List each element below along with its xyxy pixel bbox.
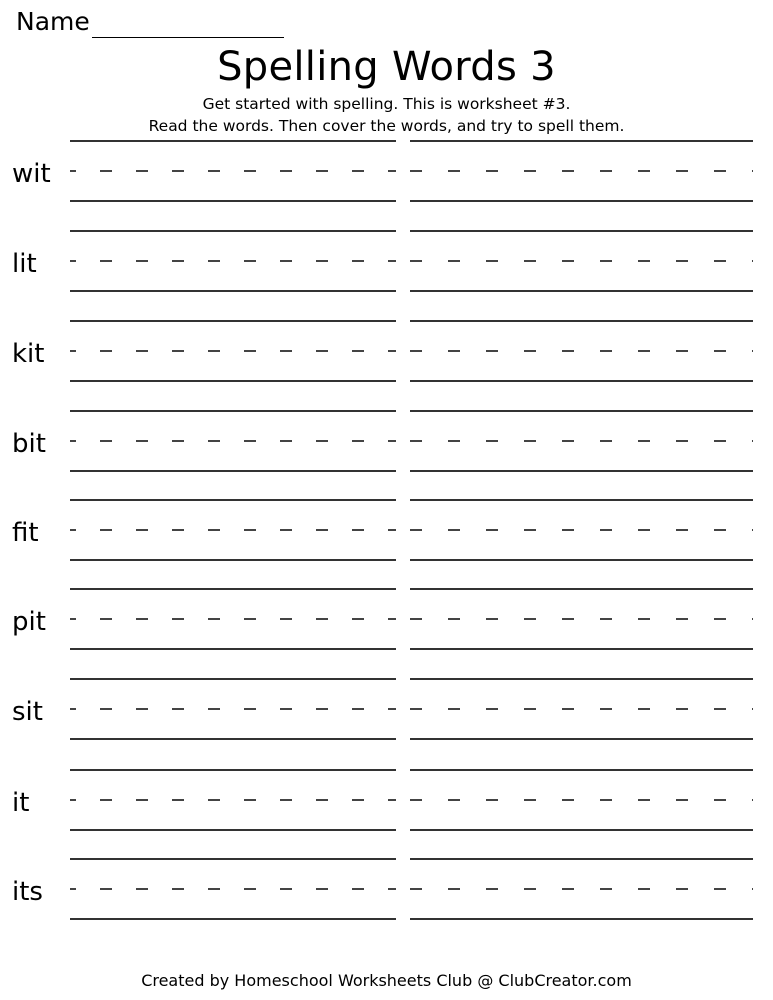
writing-line-mid-right[interactable] <box>410 440 753 442</box>
writing-line-top-right[interactable] <box>410 588 753 590</box>
writing-line-bottom-right[interactable] <box>410 918 753 920</box>
word-row <box>0 320 773 410</box>
writing-line-bottom-left[interactable] <box>70 648 396 650</box>
spelling-word: bit <box>12 429 46 459</box>
writing-line-bottom-right[interactable] <box>410 829 753 831</box>
writing-line-top-right[interactable] <box>410 769 753 771</box>
word-row <box>0 410 773 500</box>
spelling-word: its <box>12 877 43 907</box>
word-row <box>0 858 773 948</box>
word-row <box>0 678 773 768</box>
writing-line-top-right[interactable] <box>410 140 753 142</box>
writing-line-bottom-right[interactable] <box>410 380 753 382</box>
writing-line-bottom-left[interactable] <box>70 918 396 920</box>
word-row <box>0 588 773 678</box>
writing-line-top-left[interactable] <box>70 410 396 412</box>
spelling-word: sit <box>12 697 43 727</box>
writing-line-mid-left[interactable] <box>70 888 396 890</box>
writing-line-top-left[interactable] <box>70 678 396 680</box>
subtitle-line-1: Get started with spelling. This is worksheet #3. <box>202 95 571 113</box>
writing-line-bottom-right[interactable] <box>410 559 753 561</box>
footer-credit: Created by Homeschool Worksheets Club @ ClubCreator.com <box>141 971 632 990</box>
writing-line-bottom-left[interactable] <box>70 380 396 382</box>
writing-line-top-left[interactable] <box>70 499 396 501</box>
writing-line-mid-left[interactable] <box>70 350 396 352</box>
writing-line-mid-right[interactable] <box>410 618 753 620</box>
writing-line-mid-left[interactable] <box>70 440 396 442</box>
writing-line-mid-right[interactable] <box>410 888 753 890</box>
writing-line-bottom-left[interactable] <box>70 470 396 472</box>
writing-line-top-left[interactable] <box>70 858 396 860</box>
writing-line-bottom-left[interactable] <box>70 200 396 202</box>
spelling-word: lit <box>12 249 37 279</box>
writing-line-bottom-right[interactable] <box>410 290 753 292</box>
writing-line-mid-left[interactable] <box>70 170 396 172</box>
writing-line-mid-right[interactable] <box>410 170 753 172</box>
subtitle-line-2: Read the words. Then cover the words, and try to spell them. <box>148 117 625 135</box>
writing-line-bottom-left[interactable] <box>70 290 396 292</box>
word-row <box>0 230 773 320</box>
writing-line-bottom-left[interactable] <box>70 829 396 831</box>
writing-line-mid-right[interactable] <box>410 799 753 801</box>
word-row <box>0 769 773 859</box>
worksheet-title: Spelling Words 3 <box>217 44 556 90</box>
word-row <box>0 140 773 230</box>
writing-line-bottom-right[interactable] <box>410 648 753 650</box>
writing-line-top-right[interactable] <box>410 678 753 680</box>
writing-line-mid-left[interactable] <box>70 260 396 262</box>
writing-line-bottom-right[interactable] <box>410 470 753 472</box>
writing-line-top-right[interactable] <box>410 320 753 322</box>
name-blank-line[interactable] <box>92 13 284 38</box>
writing-line-mid-right[interactable] <box>410 529 753 531</box>
spelling-word: wit <box>12 159 51 189</box>
writing-line-bottom-right[interactable] <box>410 738 753 740</box>
spelling-word: fit <box>12 518 39 548</box>
writing-line-bottom-left[interactable] <box>70 559 396 561</box>
writing-line-top-left[interactable] <box>70 230 396 232</box>
word-row <box>0 499 773 589</box>
writing-line-mid-left[interactable] <box>70 799 396 801</box>
name-label: Name <box>16 7 90 36</box>
name-field[interactable] <box>16 6 284 38</box>
writing-line-top-left[interactable] <box>70 588 396 590</box>
writing-line-mid-left[interactable] <box>70 529 396 531</box>
spelling-word: pit <box>12 607 46 637</box>
writing-line-mid-right[interactable] <box>410 260 753 262</box>
writing-line-bottom-right[interactable] <box>410 200 753 202</box>
writing-line-top-right[interactable] <box>410 230 753 232</box>
writing-line-mid-left[interactable] <box>70 708 396 710</box>
writing-line-top-right[interactable] <box>410 410 753 412</box>
writing-line-bottom-left[interactable] <box>70 738 396 740</box>
spelling-word: kit <box>12 339 45 369</box>
writing-line-mid-right[interactable] <box>410 708 753 710</box>
spelling-word: it <box>12 788 30 818</box>
writing-line-top-left[interactable] <box>70 769 396 771</box>
writing-line-top-right[interactable] <box>410 858 753 860</box>
writing-line-top-left[interactable] <box>70 320 396 322</box>
writing-line-mid-left[interactable] <box>70 618 396 620</box>
writing-line-top-left[interactable] <box>70 140 396 142</box>
writing-line-mid-right[interactable] <box>410 350 753 352</box>
writing-line-top-right[interactable] <box>410 499 753 501</box>
